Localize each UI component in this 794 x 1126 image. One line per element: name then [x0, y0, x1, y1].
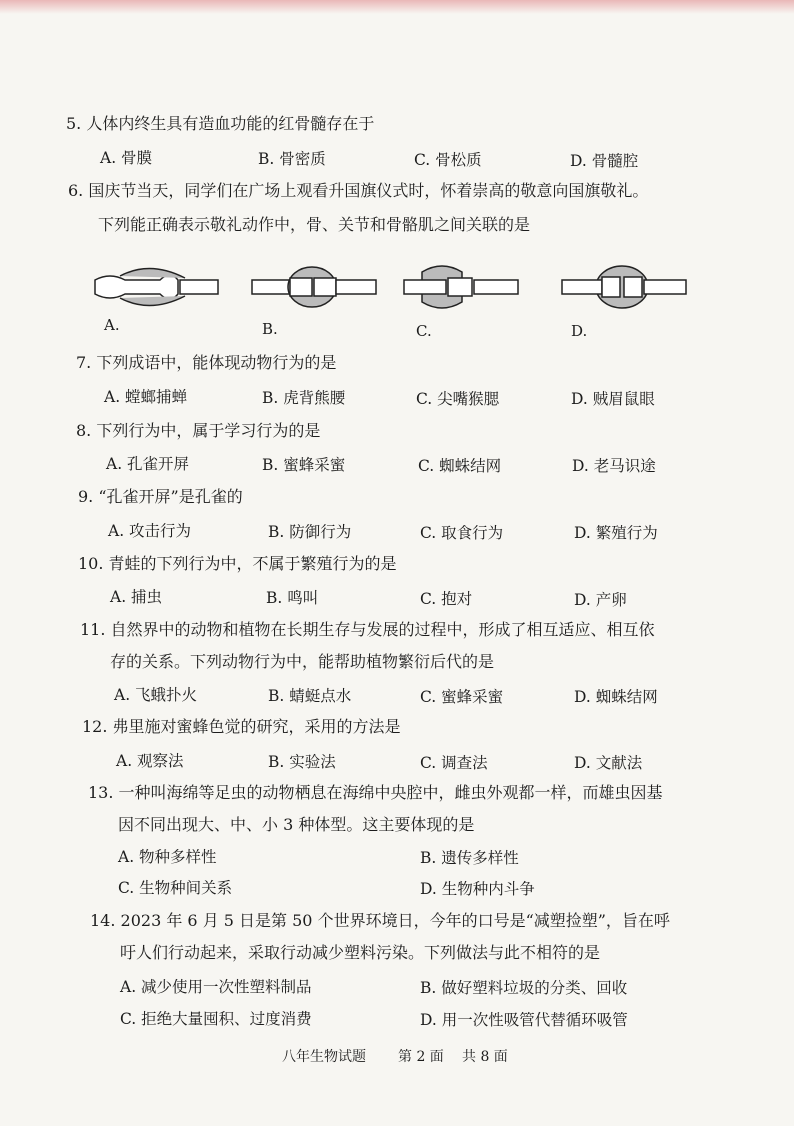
question-10-stem: 10. 青蛙的下列行为中，不属于繁殖行为的是: [78, 554, 397, 573]
question-5-stem: 5. 人体内终生具有造血功能的红骨髓存在于: [66, 114, 375, 133]
q10-option-a: A. 捕虫: [110, 588, 163, 606]
q6-option-c: C.: [416, 322, 432, 340]
q7-option-d: D. 贼眉鼠眼: [571, 390, 655, 408]
q11-option-a: A. 飞蛾扑火: [114, 686, 198, 704]
question-13-stem-line2: 因不同出现大、中、小 3 种体型。这主要体现的是: [118, 815, 475, 834]
joint-diagram-a: [90, 262, 220, 312]
page-top-edge: [0, 0, 794, 14]
q14-option-d: D. 用一次性吸管代替循环吸管: [420, 1011, 628, 1029]
q6-option-b: B.: [262, 320, 278, 338]
question-9-stem: 9. “孔雀开屏”是孔雀的: [78, 487, 243, 506]
q7-option-c: C. 尖嘴猴腮: [416, 390, 500, 408]
q14-option-c: C. 拒绝大量囤积、过度消费: [120, 1010, 312, 1028]
footer-page-number: 第 2 面: [398, 1049, 444, 1065]
joint-diagram-d: [560, 262, 688, 312]
question-6-stem: 6. 国庆节当天，同学们在广场上观看升国旗仪式时，怀着崇高的敬意向国旗敬礼。: [68, 181, 649, 200]
q7-option-b: B. 虎背熊腰: [262, 389, 346, 407]
q8-option-d: D. 老马识途: [572, 457, 656, 475]
q9-option-c: C. 取食行为: [420, 524, 504, 542]
question-7-stem: 7. 下列成语中，能体现动物行为的是: [76, 353, 337, 372]
q6-option-d: D.: [571, 322, 588, 340]
q11-option-d: D. 蜘蛛结网: [574, 688, 658, 706]
q9-option-d: D. 繁殖行为: [574, 524, 658, 542]
q9-option-a: A. 攻击行为: [108, 522, 192, 540]
question-14-stem: 14. 2023 年 6 月 5 日是第 50 个世界环境日，今年的口号是“减塑捡塑”，旨在呼: [90, 911, 670, 930]
question-6-stem-line2: 下列能正确表示敬礼动作中，骨、关节和骨骼肌之间关联的是: [98, 215, 531, 234]
q10-option-b: B. 鸣叫: [266, 589, 319, 607]
question-13-stem: 13. 一种叫海绵等足虫的动物栖息在海绵中央腔中，雌虫外观都一样，而雄虫因基: [88, 783, 663, 802]
q6-option-a: A.: [104, 316, 120, 334]
q5-option-a: A. 骨膜: [100, 149, 153, 167]
q8-option-a: A. 孔雀开屏: [106, 455, 190, 473]
q10-option-c: C. 抱对: [420, 590, 473, 608]
q12-option-c: C. 调查法: [420, 754, 488, 772]
footer-total-pages: 共 8 面: [462, 1049, 508, 1065]
question-8-stem: 8. 下列行为中，属于学习行为的是: [76, 421, 321, 440]
q12-option-a: A. 观察法: [116, 752, 184, 770]
question-14-stem-line2: 吁人们行动起来，采取行动减少塑料污染。下列做法与此不相符的是: [120, 943, 601, 962]
joint-diagram-b: [250, 262, 380, 312]
question-11-stem: 11. 自然界中的动物和植物在长期生存与发展的过程中，形成了相互适应、相互依: [80, 620, 655, 639]
question-11-stem-line2: 存的关系。下列动物行为中，能帮助植物繁衍后代的是: [110, 652, 495, 671]
q14-option-b: B. 做好塑料垃圾的分类、回收: [420, 979, 628, 997]
footer-subject: 八年生物试题: [282, 1049, 366, 1065]
q14-option-a: A. 减少使用一次性塑料制品: [120, 978, 312, 996]
q11-option-c: C. 蜜蜂采蜜: [420, 688, 504, 706]
q5-option-b: B. 骨密质: [258, 150, 326, 168]
q5-option-d: D. 骨髓腔: [570, 152, 639, 170]
q8-option-c: C. 蜘蛛结网: [418, 457, 502, 475]
q13-option-a: A. 物种多样性: [118, 848, 217, 866]
q13-option-c: C. 生物种间关系: [118, 879, 233, 897]
q13-option-b: B. 遗传多样性: [420, 849, 519, 867]
q9-option-b: B. 防御行为: [268, 523, 352, 541]
q7-option-a: A. 螳螂捕蝉: [104, 388, 188, 406]
q12-option-b: B. 实验法: [268, 753, 336, 771]
question-12-stem: 12. 弗里施对蜜蜂色觉的研究，采用的方法是: [82, 717, 401, 736]
joint-diagram-c: [402, 262, 522, 312]
q12-option-d: D. 文献法: [574, 754, 643, 772]
q10-option-d: D. 产卵: [574, 591, 627, 609]
q8-option-b: B. 蜜蜂采蜜: [262, 456, 346, 474]
q13-option-d: D. 生物种内斗争: [420, 880, 535, 898]
q5-option-c: C. 骨松质: [414, 151, 482, 169]
q11-option-b: B. 蜻蜓点水: [268, 687, 352, 705]
